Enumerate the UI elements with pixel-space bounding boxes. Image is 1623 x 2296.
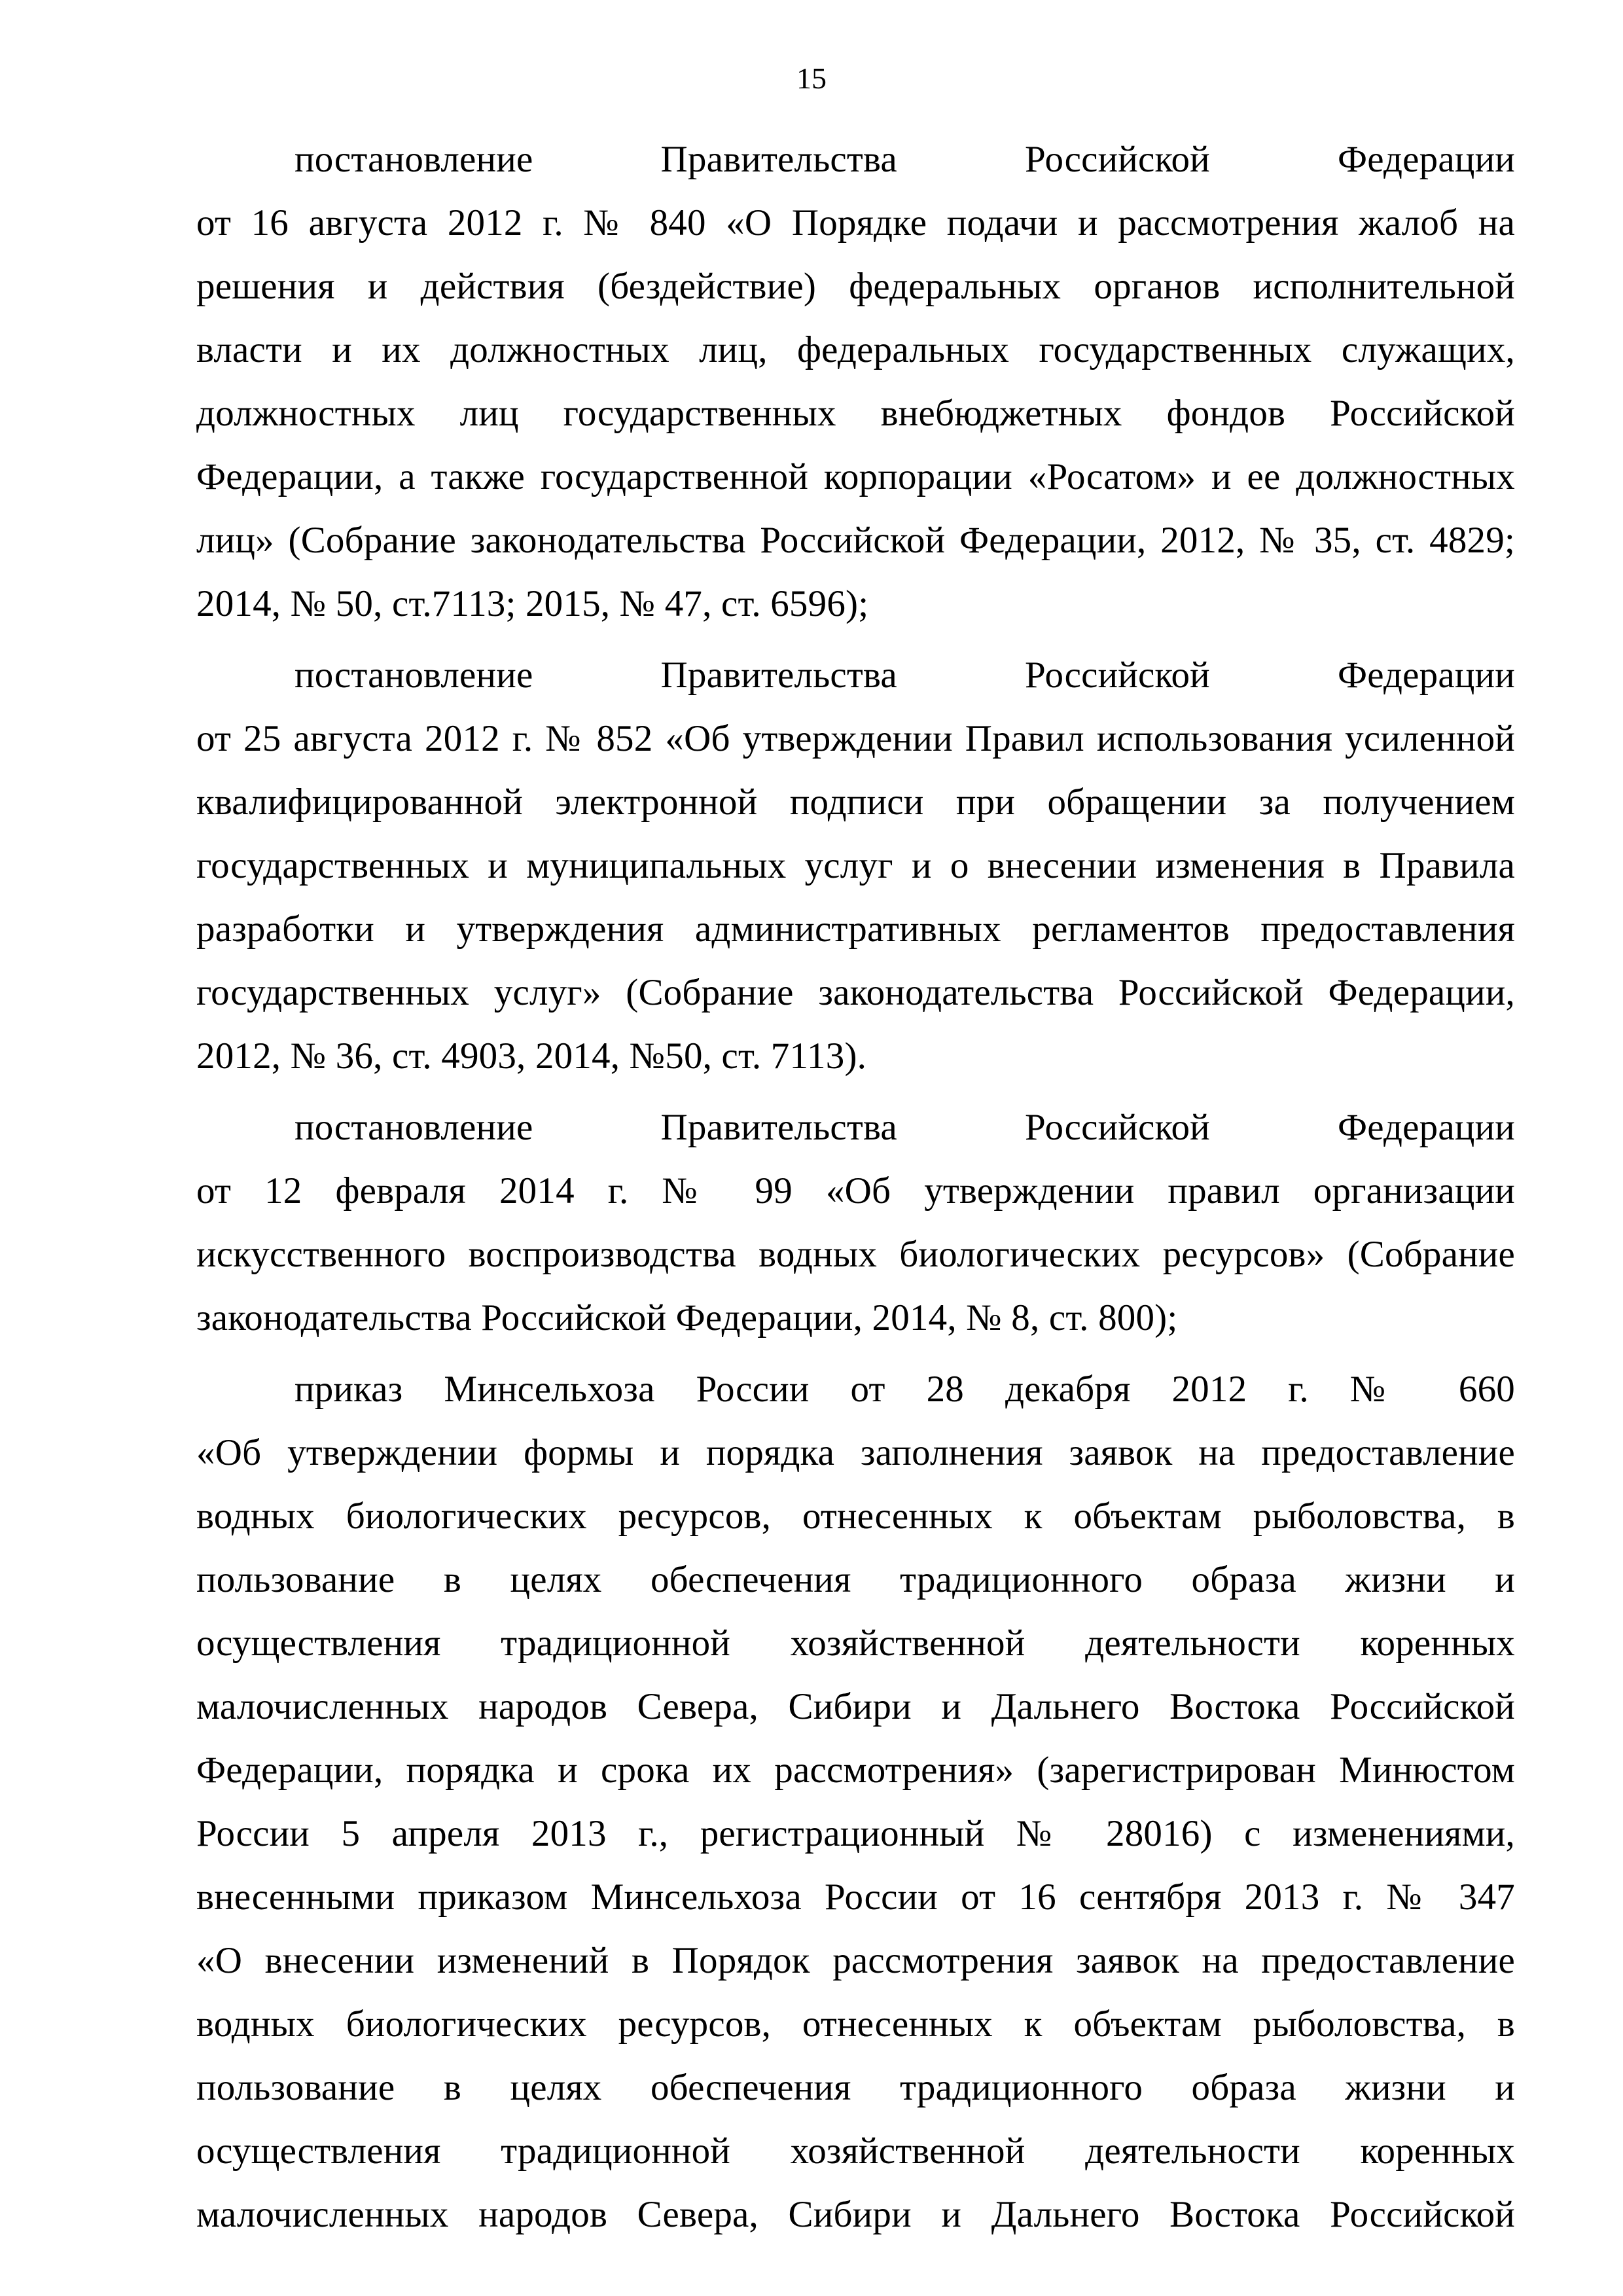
text-line: Федерации, а также государственной корпорации «Росатом» и ее должностных (196, 456, 1515, 497)
text-line: водных биологических ресурсов, отнесенных к объектам рыболовства, в (196, 1496, 1515, 1537)
text-line: «Об утверждении формы и порядка заполнения заявок на предоставление (196, 1432, 1515, 1473)
text-line: государственных услуг» (Собрание законодательства Российской Федерации, (196, 972, 1515, 1013)
text-line: решения и действия (бездействие) федеральных органов исполнительной (196, 266, 1515, 307)
text-line: постановление Правительства Российской Федерации (294, 139, 1515, 180)
text-line: государственных и муниципальных услуг и о внесении изменения в Правила (196, 845, 1515, 886)
text-line: водных биологических ресурсов, отнесенных к объектам рыболовства, в (196, 2003, 1515, 2045)
text-line: постановление Правительства Российской Федерации (294, 655, 1515, 696)
text-line: 2012, № 36, ст. 4903, 2014, №50, ст. 7113). (196, 1035, 867, 1077)
text-line: Федерации, порядка и срока их рассмотрения» (зарегистрирован Минюстом (196, 1749, 1515, 1791)
text-line: «О внесении изменений в Порядок рассмотрения заявок на предоставление (196, 1940, 1515, 1981)
text-line: от 16 августа 2012 г. № 840 «О Порядке подачи и рассмотрения жалоб на (196, 202, 1515, 243)
text-line: 2014, № 50, ст.7113; 2015, № 47, ст. 6596); (196, 583, 869, 624)
text-line: пользование в целях обеспечения традиционного образа жизни и (196, 2067, 1515, 2108)
text-line: искусственного воспроизводства водных биологических ресурсов» (Собрание (196, 1234, 1515, 1275)
paragraph-resolution-99 (196, 1096, 1515, 1350)
text-line: власти и их должностных лиц, федеральных государственных служащих, (196, 329, 1515, 370)
text-line: пользование в целях обеспечения традиционного образа жизни и (196, 1559, 1515, 1600)
text-line: России 5 апреля 2013 г., регистрационный № 28016) с изменениями, (196, 1813, 1515, 1854)
text-line: от 25 августа 2012 г. № 852 «Об утверждении Правил использования усиленной (196, 718, 1515, 759)
text-line: квалифицированной электронной подписи при обращении за получением (196, 781, 1515, 823)
text-line: разработки и утверждения административных регламентов предоставления (196, 908, 1515, 950)
text-line: должностных лиц государственных внебюджетных фондов Российской (196, 393, 1515, 434)
text-line: малочисленных народов Севера, Сибири и Дальнего Востока Российской (196, 1686, 1515, 1727)
text-line: постановление Правительства Российской Федерации (294, 1107, 1515, 1148)
text-line: малочисленных народов Севера, Сибири и Дальнего Востока Российской (196, 2194, 1515, 2235)
paragraph-resolution-852 (196, 643, 1515, 1088)
paragraph-resolution-840 (196, 128, 1515, 636)
text-line: осуществления традиционной хозяйственной деятельности коренных (196, 2130, 1515, 2172)
text-line: осуществления традиционной хозяйственной деятельности коренных (196, 1623, 1515, 1664)
text-line: внесенными приказом Минсельхоза России от 16 сентября 2013 г. № 347 (196, 1876, 1515, 1918)
page-number: 15 (796, 62, 827, 95)
text-line: лиц» (Собрание законодательства Российской Федерации, 2012, № 35, ст. 4829; (196, 520, 1515, 561)
text-line: от 12 февраля 2014 г. № 99 «Об утверждении правил организации (196, 1170, 1515, 1211)
paragraph-order-660 (196, 1357, 1515, 2246)
text-line: приказ Минсельхоза России от 28 декабря 2012 г. № 660 (294, 1369, 1515, 1410)
text-line: законодательства Российской Федерации, 2014, № 8, ст. 800); (196, 1297, 1178, 1338)
document-body (196, 128, 1515, 2254)
